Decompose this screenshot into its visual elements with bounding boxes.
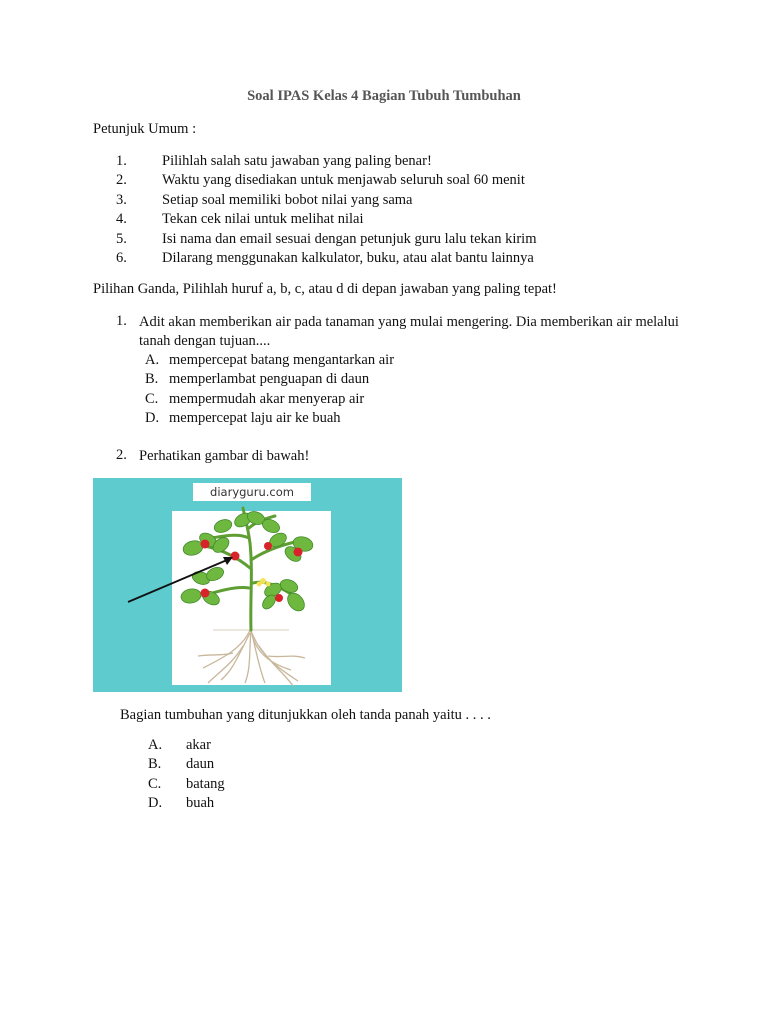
rule-item: 4. Tekan cek nilai untuk melihat nilai: [116, 211, 364, 228]
plant-illustration: [93, 478, 402, 692]
image-watermark-caption: diaryguru.com: [193, 483, 311, 501]
plant-figure: [93, 478, 402, 692]
rules-list: [116, 152, 536, 268]
question-text: Adit akan memberikan air pada tanaman yang mulai mengering. Dia memberikan air melalui tanah dengan tujuan....: [139, 314, 679, 349]
rule-item: 2. Waktu yang disediakan untuk menjawab seluruh soal 60 menit: [116, 172, 525, 189]
question-number: 2.: [116, 447, 127, 463]
option-item: B. daun: [148, 756, 215, 773]
rule-item: 6. Dilarang menggunakan kalkulator, buku, atau alat bantu lainnya: [116, 249, 534, 266]
rule-item: 3. Setiap soal memiliki bobot nilai yang sama: [116, 191, 413, 208]
option-item: C. mempermudah akar menyerap air: [145, 390, 365, 407]
question-2: [116, 447, 679, 466]
option-item: B. memperlambat penguapan di daun: [145, 371, 370, 388]
general-instructions-label: Petunjuk Umum :: [93, 121, 197, 137]
question-1-options: [145, 351, 679, 429]
question-2-options: [148, 736, 225, 814]
question-1: [116, 313, 679, 429]
multiple-choice-instruction: Pilihan Ganda, Pilihlah huruf a, b, c, atau d di depan jawaban yang paling tepat!: [93, 281, 557, 297]
question-number: 1.: [116, 313, 127, 329]
option-item: D. buah: [148, 795, 215, 812]
question-text: Perhatikan gambar di bawah!: [139, 448, 310, 464]
question-2-instruction: Bagian tumbuhan yang ditunjukkan oleh tanda panah yaitu . . . .: [120, 707, 491, 723]
rule-item: 5. Isi nama dan email sesuai dengan petunjuk guru lalu tekan kirim: [116, 230, 537, 247]
option-item: A. akar: [148, 737, 211, 753]
rule-item: 1. Pilihlah salah satu jawaban yang paling benar!: [116, 153, 432, 169]
plant-flowers: [257, 578, 271, 587]
plant-roots: [198, 628, 305, 686]
option-item: D. mempercepat laju air ke buah: [145, 410, 341, 427]
document-title: Soal IPAS Kelas 4 Bagian Tubuh Tumbuhan: [247, 88, 521, 104]
option-item: A. mempercepat batang mengantarkan air: [145, 352, 395, 368]
option-item: C. batang: [148, 775, 225, 792]
